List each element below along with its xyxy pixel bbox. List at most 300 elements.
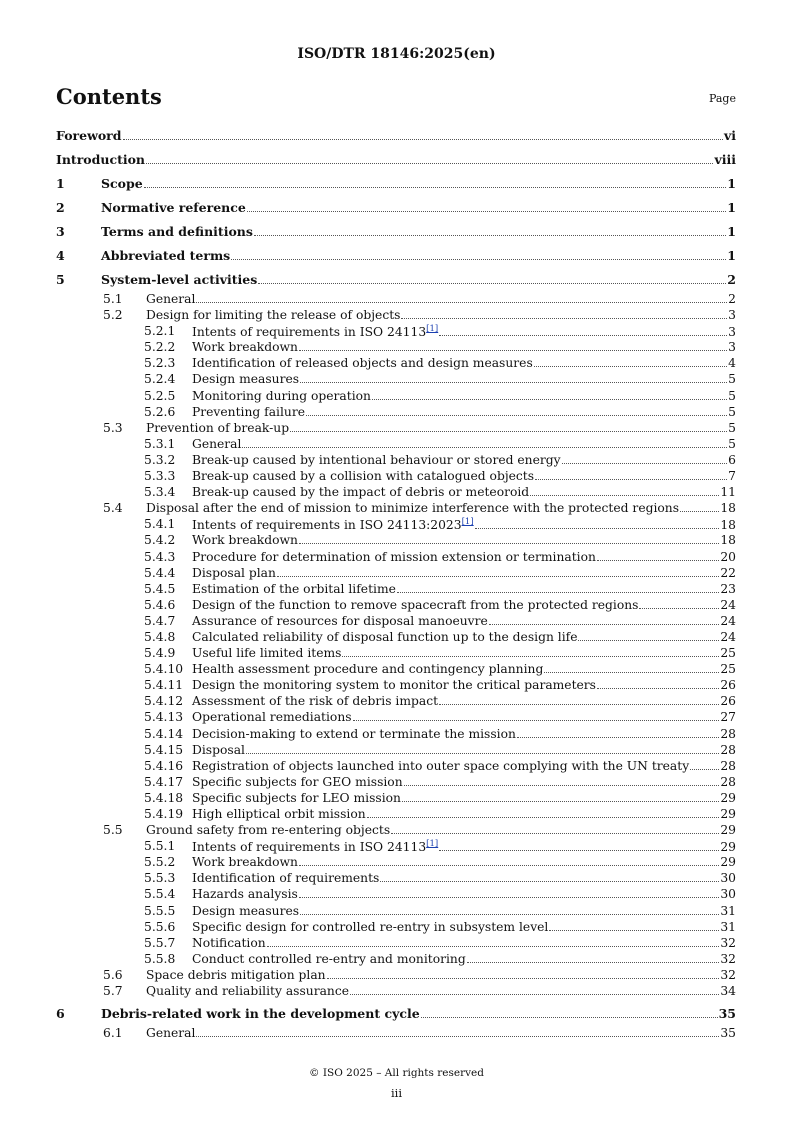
- toc-entry[interactable]: [56, 727, 736, 743]
- toc-entry-number: 5.4: [103, 501, 123, 516]
- bibliography-reference-link[interactable]: [1]: [426, 839, 439, 850]
- toc-entry-title-text: Quality and reliability assurance: [146, 984, 350, 999]
- toc-entry[interactable]: [56, 405, 736, 421]
- toc-entry[interactable]: [56, 598, 736, 614]
- toc-entry-number: 5.4.4: [144, 565, 176, 580]
- toc-entry-page[interactable]: 30: [720, 887, 736, 902]
- table-of-contents: [56, 128, 736, 1042]
- toc-entry[interactable]: [56, 533, 736, 549]
- toc-entry[interactable]: [56, 871, 736, 887]
- toc-entry-title-text: Useful life limited items: [192, 646, 342, 661]
- dot-leader: [290, 430, 727, 432]
- toc-entry-body: [192, 904, 736, 918]
- toc-entry-page[interactable]: 1: [727, 224, 736, 239]
- toc-entry[interactable]: [56, 646, 736, 662]
- toc-entry-body: [146, 292, 736, 306]
- toc-entry[interactable]: [56, 550, 736, 566]
- toc-entry-title-text: Design for limiting the release of objects: [146, 308, 401, 323]
- toc-entry-title-text: Design measures: [192, 903, 300, 918]
- toc-entry-title[interactable]: [192, 694, 438, 708]
- dot-leader: [367, 816, 720, 818]
- toc-entry-title[interactable]: [146, 984, 349, 998]
- toc-entry-body: [192, 437, 736, 451]
- toc-entry-number: 5.2.1: [144, 324, 176, 339]
- toc-entry-number: 5.4.1: [144, 517, 176, 532]
- toc-entry-title-text: General: [192, 436, 242, 451]
- toc-entry[interactable]: [56, 372, 736, 388]
- toc-entry[interactable]: [56, 904, 736, 920]
- toc-entry-title-text: Specific subjects for LEO mission: [192, 790, 401, 805]
- toc-entry-title-text: Space debris mitigation plan: [146, 967, 326, 982]
- dot-leader: [562, 462, 728, 464]
- toc-entry-title-text: Intents of requirements in ISO 24113:2023: [192, 518, 462, 533]
- toc-entry[interactable]: [56, 775, 736, 791]
- toc-entry-page[interactable]: 28: [720, 774, 736, 789]
- dot-leader: [680, 510, 719, 512]
- toc-entry[interactable]: [56, 855, 736, 871]
- toc-entry-title[interactable]: [101, 224, 253, 239]
- dot-leader: [146, 162, 713, 164]
- toc-entry-body: [146, 823, 736, 837]
- toc-entry-body: [192, 791, 736, 805]
- toc-entry-page[interactable]: 32: [720, 935, 736, 950]
- toc-entry-page[interactable]: 25: [720, 662, 736, 677]
- toc-entry-title-text: Identification of released objects and design measures: [192, 356, 533, 371]
- toc-entry-title[interactable]: [146, 823, 390, 837]
- toc-entry-page[interactable]: 31: [720, 919, 736, 934]
- toc-entry[interactable]: [56, 791, 736, 807]
- toc-entry[interactable]: [56, 128, 736, 152]
- toc-entry-title[interactable]: [101, 200, 246, 215]
- dot-leader: [300, 381, 727, 383]
- toc-entry[interactable]: [56, 984, 736, 1000]
- dot-leader: [380, 880, 719, 882]
- toc-entry-title[interactable]: [192, 710, 352, 724]
- dot-leader: [231, 258, 726, 260]
- toc-entry-number: 5.5.1: [144, 839, 176, 854]
- dot-leader: [544, 671, 719, 673]
- toc-entry-number: 6.1: [103, 1026, 123, 1041]
- toc-entry[interactable]: [56, 662, 736, 678]
- toc-entry-page[interactable]: 18: [720, 518, 736, 533]
- toc-entry-number: 5.4.10: [144, 662, 184, 677]
- toc-entry-body: [101, 272, 736, 287]
- toc-entry[interactable]: [56, 694, 736, 710]
- toc-entry-title[interactable]: [192, 453, 561, 467]
- toc-entry-page[interactable]: 1: [727, 176, 736, 191]
- toc-entry[interactable]: [56, 920, 736, 936]
- toc-entry-number: 5.5.7: [144, 935, 176, 950]
- toc-entry-number: 2: [56, 200, 65, 215]
- toc-entry-title-text: Break-up caused by a collision with catalogued objects: [192, 469, 535, 484]
- dot-leader: [391, 832, 719, 834]
- toc-entry-page[interactable]: 22: [720, 565, 736, 580]
- dot-leader: [123, 138, 723, 140]
- toc-entry-title[interactable]: [146, 292, 195, 306]
- toc-entry-number: 3: [56, 224, 65, 239]
- toc-entry[interactable]: [56, 678, 736, 694]
- toc-entry[interactable]: [56, 566, 736, 582]
- toc-entry-page[interactable]: 28: [720, 758, 736, 773]
- toc-entry-title-text: Calculated reliability of disposal function up to the design life: [192, 629, 578, 644]
- dot-leader: [401, 317, 727, 319]
- toc-entry-title[interactable]: [192, 469, 534, 483]
- toc-entry-page[interactable]: 1: [727, 248, 736, 263]
- toc-entry-page[interactable]: vi: [723, 128, 736, 143]
- toc-entry[interactable]: [56, 614, 736, 630]
- toc-entry-page[interactable]: 6: [728, 452, 736, 467]
- dot-leader: [299, 864, 719, 866]
- toc-entry-title[interactable]: [192, 743, 245, 757]
- toc-entry-title-text: Hazards analysis: [192, 887, 298, 902]
- toc-entry[interactable]: [56, 759, 736, 775]
- toc-entry-title[interactable]: [192, 437, 241, 451]
- toc-entry-page[interactable]: 5: [728, 388, 736, 403]
- toc-entry[interactable]: [56, 743, 736, 759]
- toc-entry-page[interactable]: 2: [727, 272, 736, 287]
- toc-entry-body: [192, 694, 736, 708]
- toc-entry-page[interactable]: 5: [728, 436, 736, 451]
- toc-entry-title[interactable]: [192, 678, 596, 692]
- toc-entry[interactable]: [56, 501, 736, 517]
- toc-entry-number: 5.5.6: [144, 919, 176, 934]
- toc-entry[interactable]: [56, 517, 736, 533]
- toc-entry-number: 5.2.3: [144, 356, 176, 371]
- toc-entry-title-text: Prevention of break-up: [146, 420, 290, 435]
- toc-entry-number: 5.3.3: [144, 469, 176, 484]
- toc-entry-body: [192, 485, 736, 499]
- toc-entry-title-text: Debris-related work in the development cycle: [101, 1006, 420, 1022]
- toc-entry-number: 5.2.2: [144, 340, 176, 355]
- toc-entry-number: 5.4.3: [144, 549, 176, 564]
- dot-leader: [353, 719, 720, 721]
- toc-entry-page[interactable]: 7: [728, 469, 736, 484]
- toc-entry[interactable]: [56, 176, 736, 200]
- toc-entry-body: [192, 727, 736, 741]
- toc-entry-title-text: Procedure for determination of mission extension or termination: [192, 549, 596, 564]
- toc-entry[interactable]: [56, 224, 736, 248]
- toc-entry-page[interactable]: 5: [728, 372, 736, 387]
- toc-entry-page[interactable]: 25: [720, 646, 736, 661]
- toc-entry-page[interactable]: 18: [720, 533, 736, 548]
- dot-leader: [421, 1016, 718, 1018]
- dot-leader: [196, 301, 727, 303]
- toc-entry-page[interactable]: 3: [728, 325, 736, 340]
- toc-entry-title[interactable]: [192, 533, 298, 547]
- toc-entry-page[interactable]: 3: [728, 308, 736, 323]
- toc-entry-page[interactable]: 24: [720, 597, 736, 612]
- dot-leader: [467, 961, 720, 963]
- toc-entry-page[interactable]: 29: [720, 855, 736, 870]
- toc-entry-page[interactable]: 3: [728, 340, 736, 355]
- toc-entry-number: 5.2.5: [144, 388, 176, 403]
- toc-entry-title[interactable]: [146, 968, 326, 982]
- toc-entry-title-text: Preventing failure: [192, 404, 305, 419]
- toc-entry-page[interactable]: 18: [720, 501, 736, 516]
- toc-entry-title[interactable]: [192, 566, 276, 580]
- toc-entry[interactable]: [56, 248, 736, 272]
- toc-entry[interactable]: [56, 356, 736, 372]
- toc-entry-page[interactable]: 35: [720, 1026, 736, 1041]
- toc-entry-title-text: Estimation of the orbital lifetime: [192, 581, 396, 596]
- toc-entry-body: [192, 582, 736, 596]
- toc-entry[interactable]: [56, 200, 736, 224]
- toc-entry-body: [192, 566, 736, 580]
- toc-entry-body: [192, 372, 736, 386]
- toc-entry-page[interactable]: 32: [720, 967, 736, 982]
- toc-entry-number: 1: [56, 176, 65, 191]
- toc-entry-number: 6: [56, 1006, 65, 1022]
- toc-entry-page[interactable]: 5: [728, 420, 736, 435]
- toc-entry-title[interactable]: [192, 485, 529, 499]
- toc-entry-title[interactable]: [192, 887, 298, 901]
- toc-entry-body: [192, 405, 736, 419]
- bibliography-reference-link[interactable]: [1]: [426, 324, 439, 335]
- dot-leader: [397, 591, 719, 593]
- toc-entry-body: [192, 630, 736, 644]
- toc-entry-page[interactable]: 29: [720, 840, 736, 855]
- toc-entry-page[interactable]: 5: [728, 404, 736, 419]
- toc-entry-title[interactable]: [192, 550, 596, 564]
- toc-entry-title[interactable]: [146, 501, 679, 515]
- toc-entry-body: [192, 839, 736, 854]
- toc-entry-page[interactable]: 4: [728, 356, 736, 371]
- toc-entry-body: [192, 356, 736, 370]
- toc-entry-number: 5.2.6: [144, 404, 176, 419]
- toc-entry-number: 5.4.15: [144, 742, 184, 757]
- toc-entry-page[interactable]: 29: [720, 790, 736, 805]
- dot-leader: [439, 334, 727, 336]
- toc-entry-number: 5.6: [103, 967, 123, 982]
- toc-entry[interactable]: [56, 807, 736, 823]
- toc-entry-body: [192, 759, 736, 773]
- toc-entry-title[interactable]: [192, 405, 305, 419]
- toc-entry-title[interactable]: [101, 176, 143, 191]
- toc-entry-page[interactable]: 28: [720, 726, 736, 741]
- dot-leader: [144, 186, 727, 188]
- toc-entry-title[interactable]: [101, 1006, 420, 1021]
- toc-entry-page[interactable]: 32: [720, 951, 736, 966]
- toc-entry-title-text: Work breakdown: [192, 533, 298, 548]
- toc-entry-title[interactable]: [192, 356, 533, 370]
- toc-entry-title[interactable]: [192, 936, 266, 950]
- toc-entry-number: 5.4.9: [144, 646, 176, 661]
- toc-entry-number: 5.2.4: [144, 372, 176, 387]
- toc-entry-page[interactable]: 28: [720, 742, 736, 757]
- dot-leader: [242, 446, 727, 448]
- toc-entry-body: [192, 324, 736, 339]
- toc-entry-body: [192, 517, 736, 532]
- toc-entry-body: [101, 1006, 736, 1021]
- toc-entry-title[interactable]: [192, 614, 488, 628]
- toc-entry-title-text: Design measures: [192, 372, 300, 387]
- toc-entry-body: [192, 550, 736, 564]
- toc-entry-number: 5.4.7: [144, 613, 176, 628]
- toc-entry-title[interactable]: [192, 759, 689, 773]
- toc-entry-title[interactable]: [146, 308, 400, 322]
- toc-entry-title-text: Conduct controlled re-entry and monitoring: [192, 951, 466, 966]
- toc-entry-title[interactable]: [192, 871, 379, 885]
- toc-entry-title-text: System-level activities: [101, 272, 258, 287]
- toc-entry-page[interactable]: 26: [720, 694, 736, 709]
- toc-entry-title-text: Disposal plan: [192, 565, 276, 580]
- toc-entry[interactable]: [56, 582, 736, 598]
- toc-entry-title[interactable]: [192, 920, 548, 934]
- toc-entry-title[interactable]: [192, 791, 401, 805]
- toc-entry-title-text: Disposal after the end of mission to minimize interference with the protected regions: [146, 501, 680, 516]
- toc-entry-number: 5: [56, 272, 65, 287]
- toc-entry-title[interactable]: [192, 389, 371, 403]
- dot-leader: [267, 945, 720, 947]
- toc-entry-title[interactable]: [192, 952, 466, 966]
- dot-leader: [300, 913, 719, 915]
- toc-entry-title[interactable]: [192, 646, 341, 660]
- toc-entry[interactable]: [56, 469, 736, 485]
- toc-entry-page[interactable]: 31: [720, 903, 736, 918]
- toc-entry-title[interactable]: [192, 662, 543, 676]
- toc-entry-page[interactable]: 29: [720, 807, 736, 821]
- toc-entry-body: [192, 598, 736, 612]
- dot-leader: [639, 607, 719, 609]
- toc-entry-body: [192, 710, 736, 724]
- toc-entry-number: 5.5.3: [144, 871, 176, 886]
- toc-entry-title[interactable]: [192, 598, 638, 612]
- toc-entry-title[interactable]: [192, 775, 403, 789]
- toc-entry-body: [146, 984, 736, 998]
- toc-entry-page[interactable]: 24: [720, 613, 736, 628]
- dot-leader: [597, 559, 719, 561]
- toc-entry-title[interactable]: [192, 839, 438, 854]
- toc-entry-title[interactable]: [56, 128, 122, 143]
- toc-entry[interactable]: [56, 152, 736, 176]
- toc-entry-body: [192, 743, 736, 757]
- toc-entry-page[interactable]: 27: [720, 710, 736, 725]
- toc-entry-title-text: Disposal: [192, 742, 245, 757]
- toc-entry-page[interactable]: 2: [728, 292, 736, 306]
- dot-leader: [690, 768, 719, 770]
- toc-entry[interactable]: [56, 630, 736, 646]
- toc-entry-title[interactable]: [192, 340, 298, 354]
- dot-leader: [306, 414, 727, 416]
- toc-entry-title-text: Specific design for controlled re-entry in subsystem level: [192, 919, 549, 934]
- page-column-label: Page: [708, 92, 736, 105]
- toc-entry[interactable]: [56, 389, 736, 405]
- toc-entry-title[interactable]: [192, 630, 577, 644]
- dot-leader: [350, 993, 719, 995]
- document-header: ISO/DTR 18146:2025(en): [297, 46, 496, 62]
- dot-leader: [530, 494, 719, 496]
- toc-entry-title[interactable]: [192, 727, 516, 741]
- toc-entry-page[interactable]: 30: [720, 871, 736, 886]
- toc-entry-title[interactable]: [192, 855, 298, 869]
- toc-entry-title-text: High elliptical orbit mission: [192, 807, 366, 821]
- toc-entry-page[interactable]: 20: [720, 549, 736, 564]
- bibliography-reference-link[interactable]: [1]: [461, 517, 474, 528]
- toc-entry-body: [192, 807, 736, 821]
- toc-entry-number: 5.5.5: [144, 903, 176, 918]
- toc-entry-page[interactable]: 34: [720, 984, 736, 999]
- toc-entry[interactable]: [56, 308, 736, 324]
- toc-entry[interactable]: [56, 1026, 736, 1042]
- toc-entry-body: [192, 887, 736, 901]
- toc-entry-body: [192, 646, 736, 660]
- toc-entry-title[interactable]: [192, 517, 474, 532]
- toc-entry-title[interactable]: [101, 248, 230, 263]
- toc-entry-page[interactable]: 23: [720, 581, 736, 596]
- toc-entry-body: [192, 662, 736, 676]
- toc-entry[interactable]: [56, 936, 736, 952]
- toc-entry-page[interactable]: 29: [720, 823, 736, 838]
- toc-entry-page[interactable]: 26: [720, 678, 736, 693]
- page-number: iii: [390, 1086, 403, 1100]
- dot-leader: [258, 282, 726, 284]
- toc-entry[interactable]: [56, 823, 736, 839]
- toc-entry-body: [192, 855, 736, 869]
- toc-entry-page[interactable]: 11: [720, 485, 736, 500]
- toc-entry-page[interactable]: 1: [727, 200, 736, 215]
- copyright-notice: © ISO 2025 – All rights reserved: [309, 1067, 484, 1079]
- toc-entry[interactable]: [56, 887, 736, 903]
- toc-entry[interactable]: [56, 485, 736, 501]
- toc-entry-page[interactable]: viii: [714, 152, 736, 167]
- toc-entry-title-text: Normative reference: [101, 200, 246, 215]
- toc-entry[interactable]: [56, 340, 736, 356]
- toc-entry[interactable]: [56, 421, 736, 437]
- toc-entry-number: 5.4.14: [144, 726, 184, 741]
- toc-entry-title[interactable]: [192, 582, 396, 596]
- toc-entry-title-text: Intents of requirements in ISO 24113: [192, 840, 427, 855]
- toc-entry-number: 5.5.4: [144, 887, 176, 902]
- toc-entry-page[interactable]: 24: [720, 629, 736, 644]
- toc-entry-title[interactable]: [101, 272, 257, 287]
- toc-entry-title[interactable]: [192, 372, 299, 386]
- toc-entry-number: 5.3.4: [144, 485, 176, 500]
- toc-entry[interactable]: [56, 710, 736, 726]
- toc-entry[interactable]: [56, 968, 736, 984]
- toc-entry-number: 5.4.12: [144, 694, 184, 709]
- toc-entry-body: [192, 936, 736, 950]
- dot-leader: [404, 784, 720, 786]
- toc-entry-title[interactable]: [192, 904, 299, 918]
- toc-entry-title[interactable]: [192, 807, 366, 821]
- toc-entry-number: 5.4.8: [144, 629, 176, 644]
- toc-entry[interactable]: [56, 324, 736, 340]
- toc-entry-title-text: Introduction: [56, 152, 146, 167]
- toc-entry-body: [56, 128, 736, 143]
- toc-entry-page[interactable]: 35: [718, 1006, 736, 1022]
- toc-entry[interactable]: [56, 952, 736, 968]
- toc-entry-title[interactable]: [192, 324, 438, 339]
- toc-entry-title[interactable]: [56, 152, 145, 167]
- toc-entry-title-text: Terms and definitions: [101, 224, 253, 239]
- toc-entry-title-text: Identification of requirements: [192, 871, 380, 886]
- toc-entry-body: [192, 469, 736, 483]
- toc-entry[interactable]: [56, 453, 736, 469]
- dot-leader: [402, 800, 719, 802]
- dot-leader: [342, 655, 719, 657]
- toc-entry-title-text: Design of the function to remove spacecraft from the protected regions: [192, 597, 639, 612]
- toc-entry-body: [101, 176, 736, 191]
- toc-entry-title[interactable]: [146, 1026, 195, 1040]
- toc-entry[interactable]: [56, 437, 736, 453]
- toc-entry-title-text: Health assessment procedure and contingency planning: [192, 662, 544, 677]
- toc-entry[interactable]: [56, 292, 736, 308]
- toc-entry[interactable]: [56, 839, 736, 855]
- dot-leader: [247, 210, 726, 212]
- toc-entry-title[interactable]: [146, 421, 289, 435]
- dot-leader: [439, 849, 719, 851]
- dot-leader: [549, 929, 719, 931]
